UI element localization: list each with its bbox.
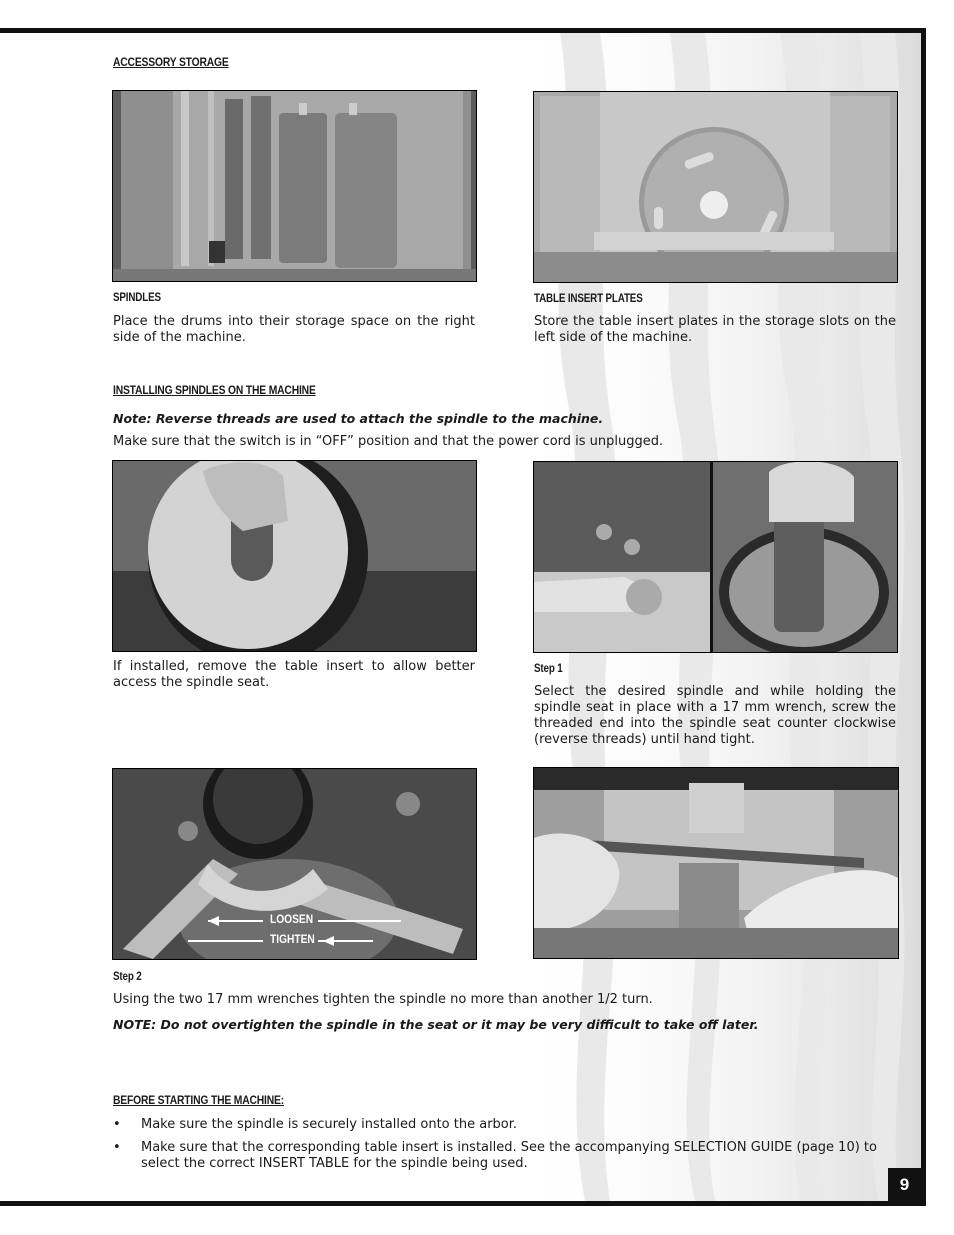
step2-hands-photo <box>533 767 899 959</box>
step2-text: Using the two 17 mm wrenches tighten the spindle no more than another 1/2 turn. <box>113 992 653 1007</box>
before-starting-heading: BEFORE STARTING THE MACHINE: <box>113 1093 285 1107</box>
step2-wrenches-photo <box>112 768 477 960</box>
page-frame-right <box>921 28 926 1206</box>
step1-photos <box>533 461 898 653</box>
spindles-subheading: SPINDLES <box>113 290 161 304</box>
reverse-threads-note: Note: Reverse threads are used to attach the spindle to the machine. <box>113 411 604 426</box>
bullet-text: Make sure that the corresponding table insert is installed. See the accompanying SELECTION GUIDE (page 10) to select the correct INSERT TABLE for the spindle being used. <box>141 1140 877 1171</box>
list-item <box>113 1117 903 1133</box>
remove-insert-photo <box>112 460 477 652</box>
step2-title: Step 2 <box>113 969 142 983</box>
spindles-storage-photo <box>112 90 477 282</box>
remove-insert-text: If installed, remove the table insert to allow better access the spindle seat. <box>113 659 475 690</box>
step1-title: Step 1 <box>534 661 563 675</box>
spindles-text: Place the drums into their storage space on the right side of the machine. <box>113 314 475 345</box>
loosen-label: LOOSEN <box>270 912 314 926</box>
table-insert-plates-text: Store the table insert plates in the storage slots on the left side of the machine. <box>534 314 896 345</box>
page-frame-bottom <box>0 1201 926 1206</box>
bullet-symbol: • <box>113 1140 121 1155</box>
table-insert-plates-subheading: TABLE INSERT PLATES <box>534 291 643 305</box>
bullet-symbol: • <box>113 1117 121 1132</box>
switch-off-instruction: Make sure that the switch is in “OFF” position and that the power cord is unplugged. <box>113 434 664 449</box>
page-number: 9 <box>888 1168 921 1201</box>
overtighten-note: NOTE: Do not overtighten the spindle in the seat or it may be very difficult to take off later. <box>113 1017 759 1032</box>
table-insert-plates-photo <box>533 91 898 283</box>
installing-spindles-heading: INSTALLING SPINDLES ON THE MACHINE <box>113 383 316 397</box>
accessory-storage-heading: ACCESSORY STORAGE <box>113 55 229 69</box>
page-frame-top <box>0 28 926 33</box>
bullet-text: Make sure the spindle is securely installed onto the arbor. <box>141 1117 518 1132</box>
tighten-label: TIGHTEN <box>270 932 315 946</box>
step1-text: Select the desired spindle and while holding the spindle seat in place with a 17 mm wrench, screw the threaded end into the spindle seat counter clockwise (reverse threads) until hand tight. <box>534 684 896 747</box>
list-item <box>113 1140 903 1172</box>
